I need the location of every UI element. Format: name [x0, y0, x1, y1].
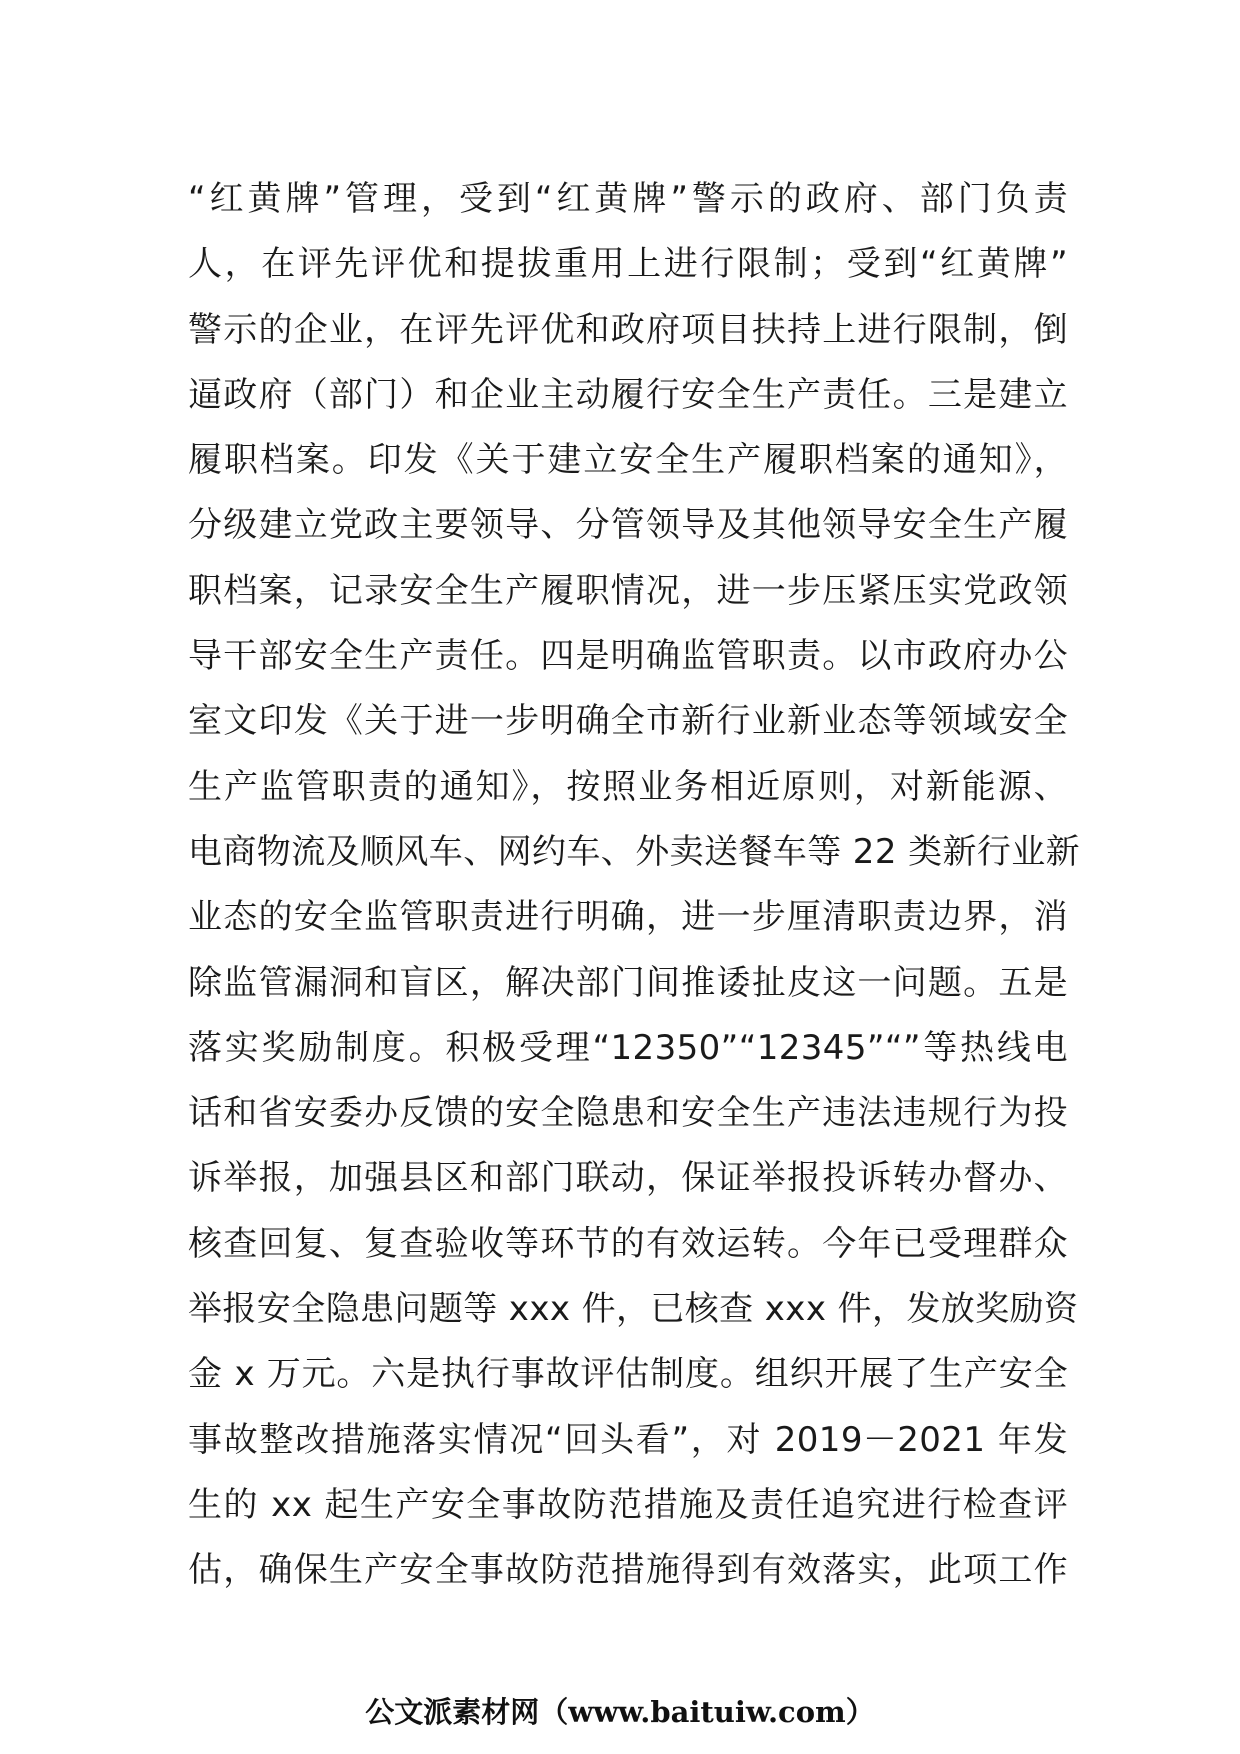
- text-line: 人，在评先评优和提拔重用上进行限制；受到“红黄牌”: [188, 244, 1068, 285]
- text-line: “红黄牌”管理，受到“红黄牌”警示的政府、部门负责: [188, 179, 1068, 219]
- text-line: 事故整改措施落实情况“回头看”，对 2019－2021 年发: [188, 1419, 1068, 1460]
- footer-watermark: 公文派素材网（www.baituiw.com）: [365, 1695, 875, 1729]
- text-line: 分级建立党政主要领导、分管领导及其他领导安全生产履: [188, 505, 1068, 546]
- text-line: 举报安全隐患问题等 xxx 件，已核查 xxx 件，发放奖励资: [188, 1289, 1079, 1330]
- text-line: 生产监管职责的通知》，按照业务相近原则，对新能源、: [188, 766, 1068, 807]
- text-line: 金 x 万元。六是执行事故评估制度。组织开展了生产安全: [188, 1354, 1068, 1395]
- text-line: 诉举报，加强县区和部门联动，保证举报投诉转办督办、: [188, 1158, 1068, 1199]
- text-line: 警示的企业，在评先评优和政府项目扶持上进行限制，倒: [188, 309, 1068, 350]
- body-text: [188, 167, 1081, 1604]
- text-line: 履职档案。印发《关于建立安全生产履职档案的通知》，: [188, 440, 1068, 481]
- text-line: 室文印发《关于进一步明确全市新行业新业态等领域安全: [188, 701, 1068, 742]
- text-line: 业态的安全监管职责进行明确，进一步厘清职责边界，消: [188, 897, 1068, 938]
- text-line: 职档案，记录安全生产履职情况，进一步压紧压实党政领: [188, 570, 1068, 611]
- text-line: 估，确保生产安全事故防范措施得到有效落实，此项工作: [188, 1550, 1068, 1591]
- text-line: 核查回复、复查验收等环节的有效运转。今年已受理群众: [188, 1223, 1068, 1264]
- text-line: 电商物流及顺风车、网约车、外卖送餐车等 22 类新行业新: [188, 831, 1081, 872]
- text-line: 话和省安委办反馈的安全隐患和安全生产违法违规行为投: [188, 1093, 1068, 1134]
- text-line: 生的 xx 起生产安全事故防范措施及责任追究进行检查评: [188, 1484, 1068, 1525]
- text-line: 除监管漏洞和盲区，解决部门间推诿扯皮这一问题。五是: [188, 962, 1068, 1003]
- text-line: 逼政府（部门）和企业主动履行安全生产责任。三是建立: [188, 374, 1068, 415]
- text-line: 导干部安全生产责任。四是明确监管职责。以市政府办公: [188, 636, 1068, 677]
- text-line: 落实奖励制度。积极受理“12350”“12345”“”等热线电: [188, 1027, 1068, 1068]
